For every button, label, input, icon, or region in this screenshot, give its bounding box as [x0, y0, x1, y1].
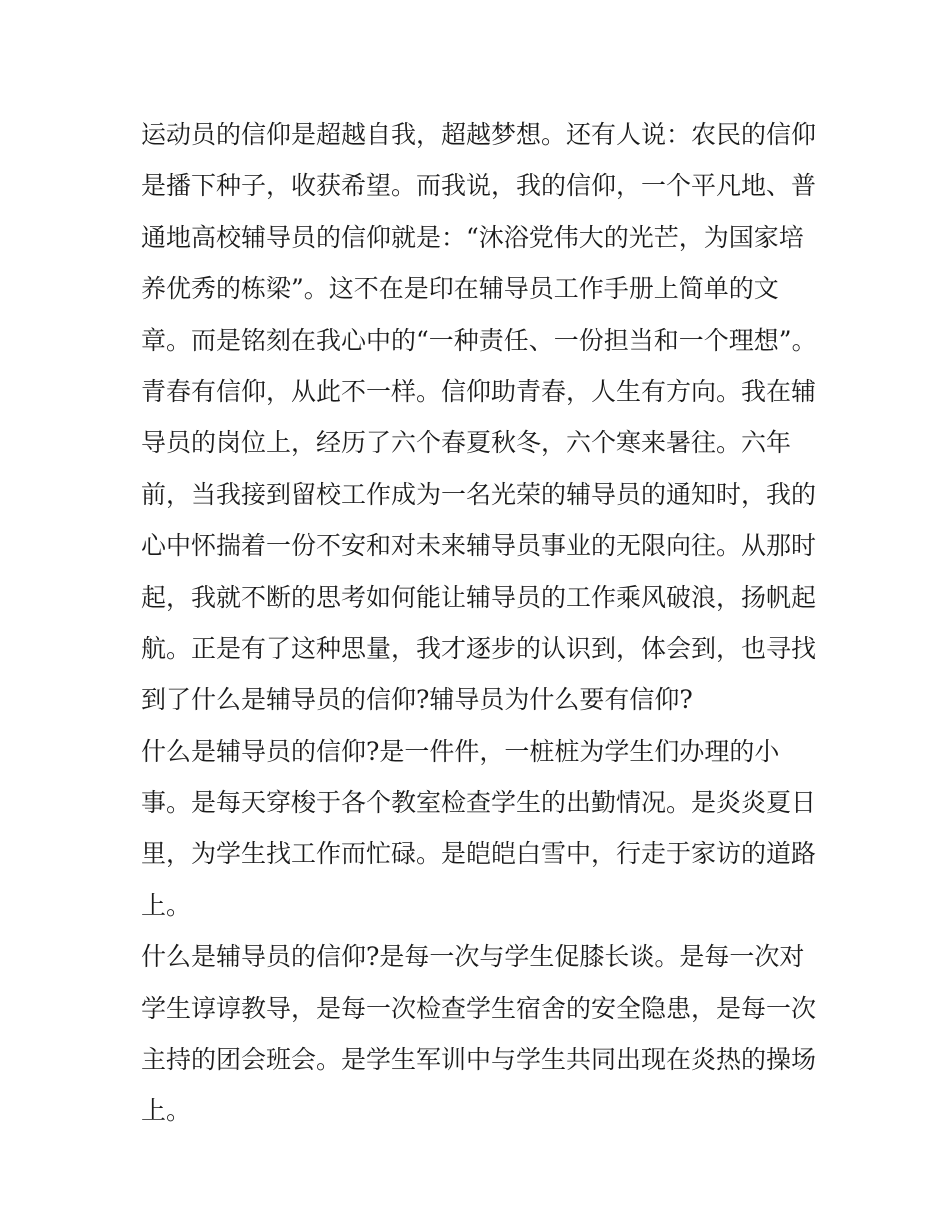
- text-line: 是播下种子，收获希望。而我说，我的信仰，一个平凡地、普: [141, 171, 817, 201]
- text-line: 什么是辅导员的信仰?是一件件，一桩桩为学生们办理的小: [141, 736, 780, 766]
- text-line: 主持的团会班会。是学生军训中与学生共同出现在炎热的操场: [141, 1045, 817, 1075]
- text-line: 运动员的信仰是超越自我，超越梦想。还有人说：农民的信仰: [141, 120, 817, 149]
- text-line: 学生谆谆教导，是每一次检查学生宿舍的安全隐患，是每一次: [141, 993, 817, 1023]
- text-line: 上。: [141, 890, 192, 920]
- text-line: 里，为学生找工作而忙碌。是皑皑白雪中，行走于家访的道路: [141, 839, 817, 869]
- text-line: 前，当我接到留校工作成为一名光荣的辅导员的通知时，我的: [141, 479, 817, 509]
- text-line: 章。而是铭刻在我心中的“一种责任、一份担当和一个理想”。: [141, 325, 817, 355]
- body-text: [141, 109, 821, 1137]
- text-line: 什么是辅导员的信仰?是每一次与学生促膝长谈。是每一次对: [141, 942, 805, 972]
- text-line: 事。是每天穿梭于各个教室检查学生的出勤情况。是炎炎夏日: [141, 788, 817, 818]
- text-line: 心中怀揣着一份不安和对未来辅导员事业的无限向往。从那时: [141, 531, 817, 561]
- text-line: 到了什么是辅导员的信仰?辅导员为什么要有信仰?: [141, 685, 693, 715]
- text-line: 青春有信仰，从此不一样。信仰助青春，人生有方向。我在辅: [141, 376, 817, 406]
- text-line: 起，我就不断的思考如何能让辅导员的工作乘风破浪，扬帆起: [141, 582, 817, 612]
- text-line: 养优秀的栋梁”。这不在是印在辅导员工作手册上简单的文: [141, 274, 779, 304]
- text-line: 通地高校辅导员的信仰就是：“沐浴党伟大的光芒，为国家培: [141, 222, 804, 252]
- text-line: 上。: [141, 1096, 192, 1126]
- text-line: 导员的岗位上，经历了六个春夏秋冬，六个寒来暑往。六年: [141, 428, 792, 458]
- text-line: 航。正是有了这种思量，我才逐步的认识到，体会到，也寻找: [141, 633, 817, 663]
